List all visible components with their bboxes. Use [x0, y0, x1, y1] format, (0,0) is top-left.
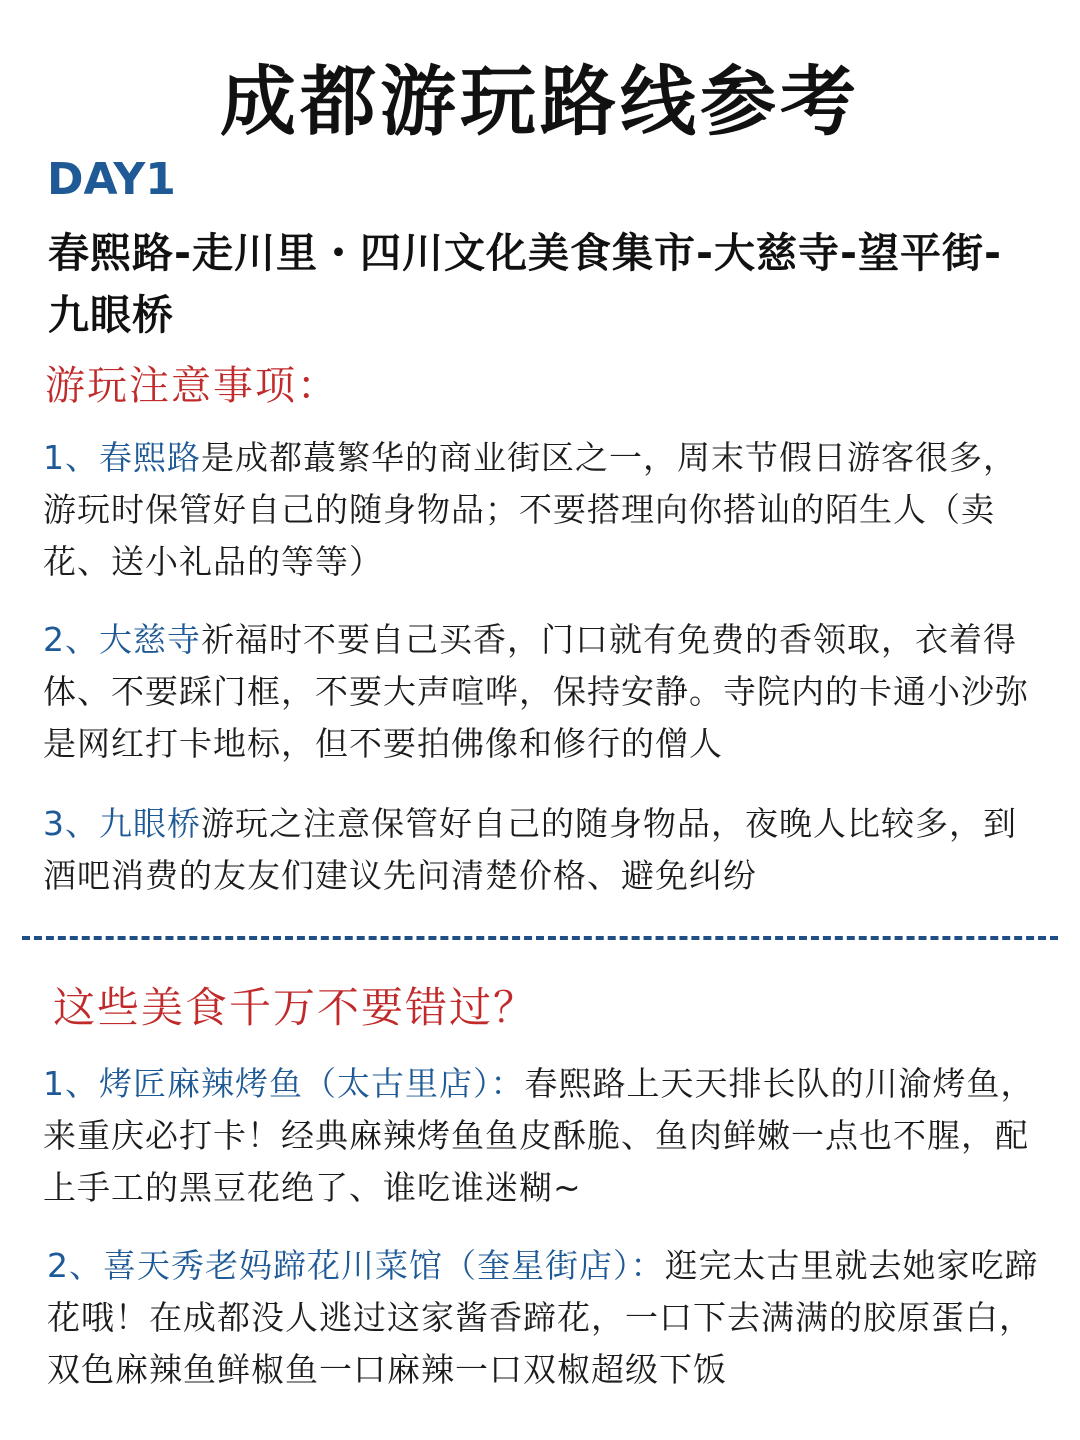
notice-text: 游玩之注意保管好自己的随身物品，夜晚人比较多，到酒吧消费的友友们建议先问清楚价格、避免纠纷 — [43, 804, 1017, 895]
day-label: DAY1 — [47, 154, 176, 205]
food-text: 逛完太古里就去她家吃蹄花哦！在成都没人逃过这家酱香蹄花，一口下去满满的胶原蛋白，双色麻辣鱼鲜椒鱼一口麻辣一口双椒超级下饭 — [47, 1246, 1039, 1389]
notice-prefix: 1、 — [43, 438, 99, 477]
route-summary: 春熙路-走川里・四川文化美食集市-大慈寺-望平街-九眼桥 — [48, 229, 1003, 339]
food-name: 烤匠麻辣烤鱼（太古里店）： — [99, 1064, 525, 1103]
notice-place: 九眼桥 — [99, 804, 201, 843]
food-prefix: 1、 — [43, 1064, 99, 1103]
page-title: 成都游玩路线参考 — [220, 57, 860, 146]
notice-place: 春熙路 — [99, 438, 201, 477]
notice-item — [43, 798, 1043, 902]
notice-text: 祈福时不要自己买香，门口就有免费的香领取，衣着得体、不要踩门框，不要大声喧哗，保持安静。寺院内的卡通小沙弥是网红打卡地标，但不要拍佛像和修行的僧人 — [43, 620, 1029, 763]
food-item — [47, 1240, 1047, 1396]
notice-heading: 游玩注意事项： — [45, 363, 339, 409]
notice-item — [43, 614, 1043, 770]
notice-item — [43, 432, 1043, 588]
notice-prefix: 2、 — [43, 620, 99, 659]
notice-place: 大慈寺 — [99, 620, 201, 659]
food-prefix: 2、 — [47, 1246, 103, 1285]
food-heading: 这些美食千万不要错过？ — [53, 983, 538, 1032]
food-name: 喜天秀老妈蹄花川菜馆（奎星街店）： — [103, 1246, 665, 1285]
dashed-divider — [22, 936, 1058, 940]
food-item — [43, 1058, 1043, 1214]
notice-text: 是成都蕞繁华的商业街区之一，周末节假日游客很多，游玩时保管好自己的随身物品；不要搭理向你搭讪的陌生人（卖花、送小礼品的等等） — [43, 438, 1017, 581]
notice-prefix: 3、 — [43, 804, 99, 843]
food-text: 春熙路上天天排长队的川渝烤鱼，来重庆必打卡！经典麻辣烤鱼鱼皮酥脆、鱼肉鲜嫩一点也不腥，配上手工的黑豆花绝了、谁吃谁迷糊~ — [43, 1064, 1035, 1207]
